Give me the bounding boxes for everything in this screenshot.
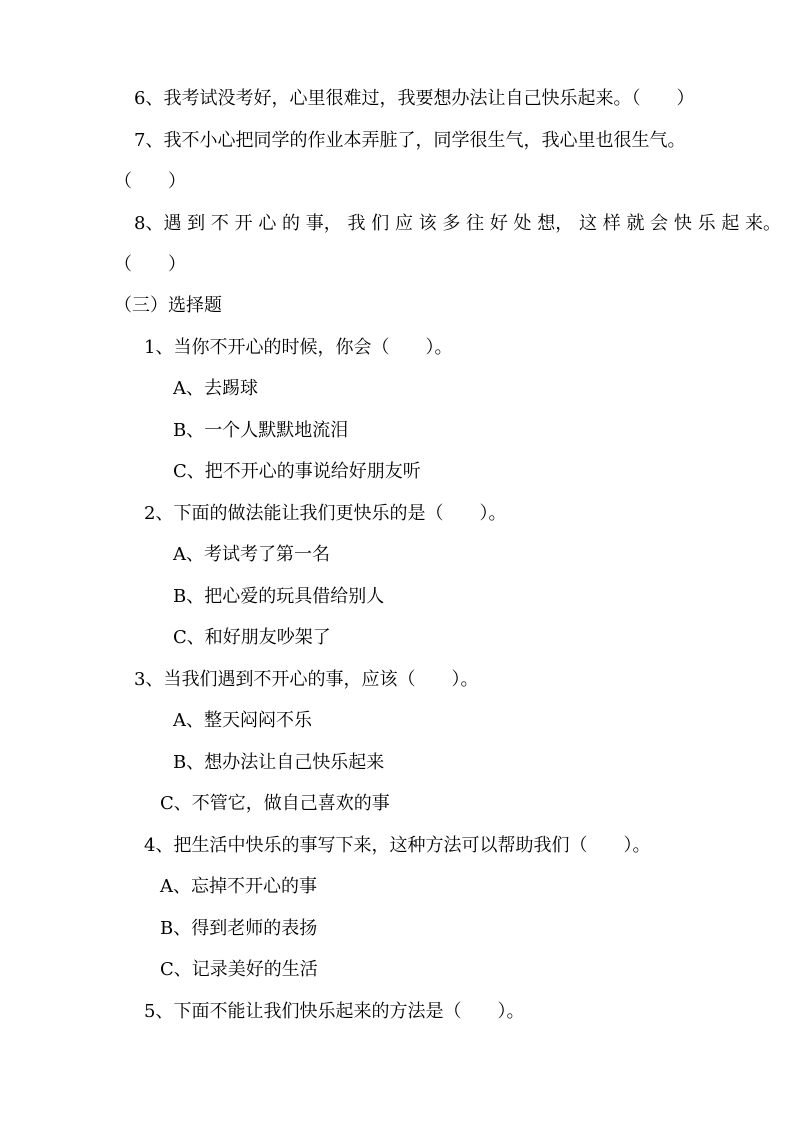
choice-question-2-option-b: B、把心爱的玩具借给别人 (173, 586, 385, 607)
choice-question-3-option-a: A、整天闷闷不乐 (173, 710, 312, 731)
choice-question-4-option-a: A、忘掉不开心的事 (160, 876, 317, 897)
choice-question-3-option-c: C、不管它，做自己喜欢的事 (160, 793, 390, 814)
tf-question-8: 8、遇 到 不 开 心 的 事， 我 们 应 该 多 往 好 处 想， 这 样 就 会 快 乐 起 来。 (134, 213, 782, 234)
choice-question-1-option-b: B、一个人默默地流泪 (173, 420, 349, 441)
choice-question-2-option-c: C、和好朋友吵架了 (173, 627, 331, 648)
tf-question-7-answer-paren: （ ） (114, 171, 186, 192)
choice-question-4: 4、把生活中快乐的事写下来，这种方法可以帮助我们（ ）。 (144, 835, 651, 856)
choice-question-3-option-b: B、想办法让自己快乐起来 (173, 752, 385, 773)
choice-question-1-option-a: A、去踢球 (173, 378, 258, 399)
tf-question-6: 6、我考试没考好，心里很难过，我要想办法让自己快乐起来。（ ） (134, 88, 695, 109)
choice-question-2: 2、下面的做法能让我们更快乐的是（ ）。 (144, 503, 507, 524)
choice-question-1-option-c: C、把不开心的事说给好朋友听 (173, 461, 421, 482)
choice-question-4-option-c: C、记录美好的生活 (160, 959, 318, 980)
tf-question-7: 7、我不小心把同学的作业本弄脏了，同学很生气，我心里也很生气。 (134, 130, 686, 151)
choice-question-3: 3、当我们遇到不开心的事，应该（ ）。 (134, 669, 479, 690)
choice-question-5: 5、下面不能让我们快乐起来的方法是（ ）。 (144, 1001, 525, 1022)
section-heading: （三）选择题 (114, 295, 222, 316)
choice-question-4-option-b: B、得到老师的表扬 (160, 918, 318, 939)
choice-question-1: 1、当你不开心的时候，你会（ ）。 (144, 337, 453, 358)
tf-question-8-answer-paren: （ ） (114, 254, 186, 275)
choice-question-2-option-a: A、考试考了第一名 (173, 544, 330, 565)
